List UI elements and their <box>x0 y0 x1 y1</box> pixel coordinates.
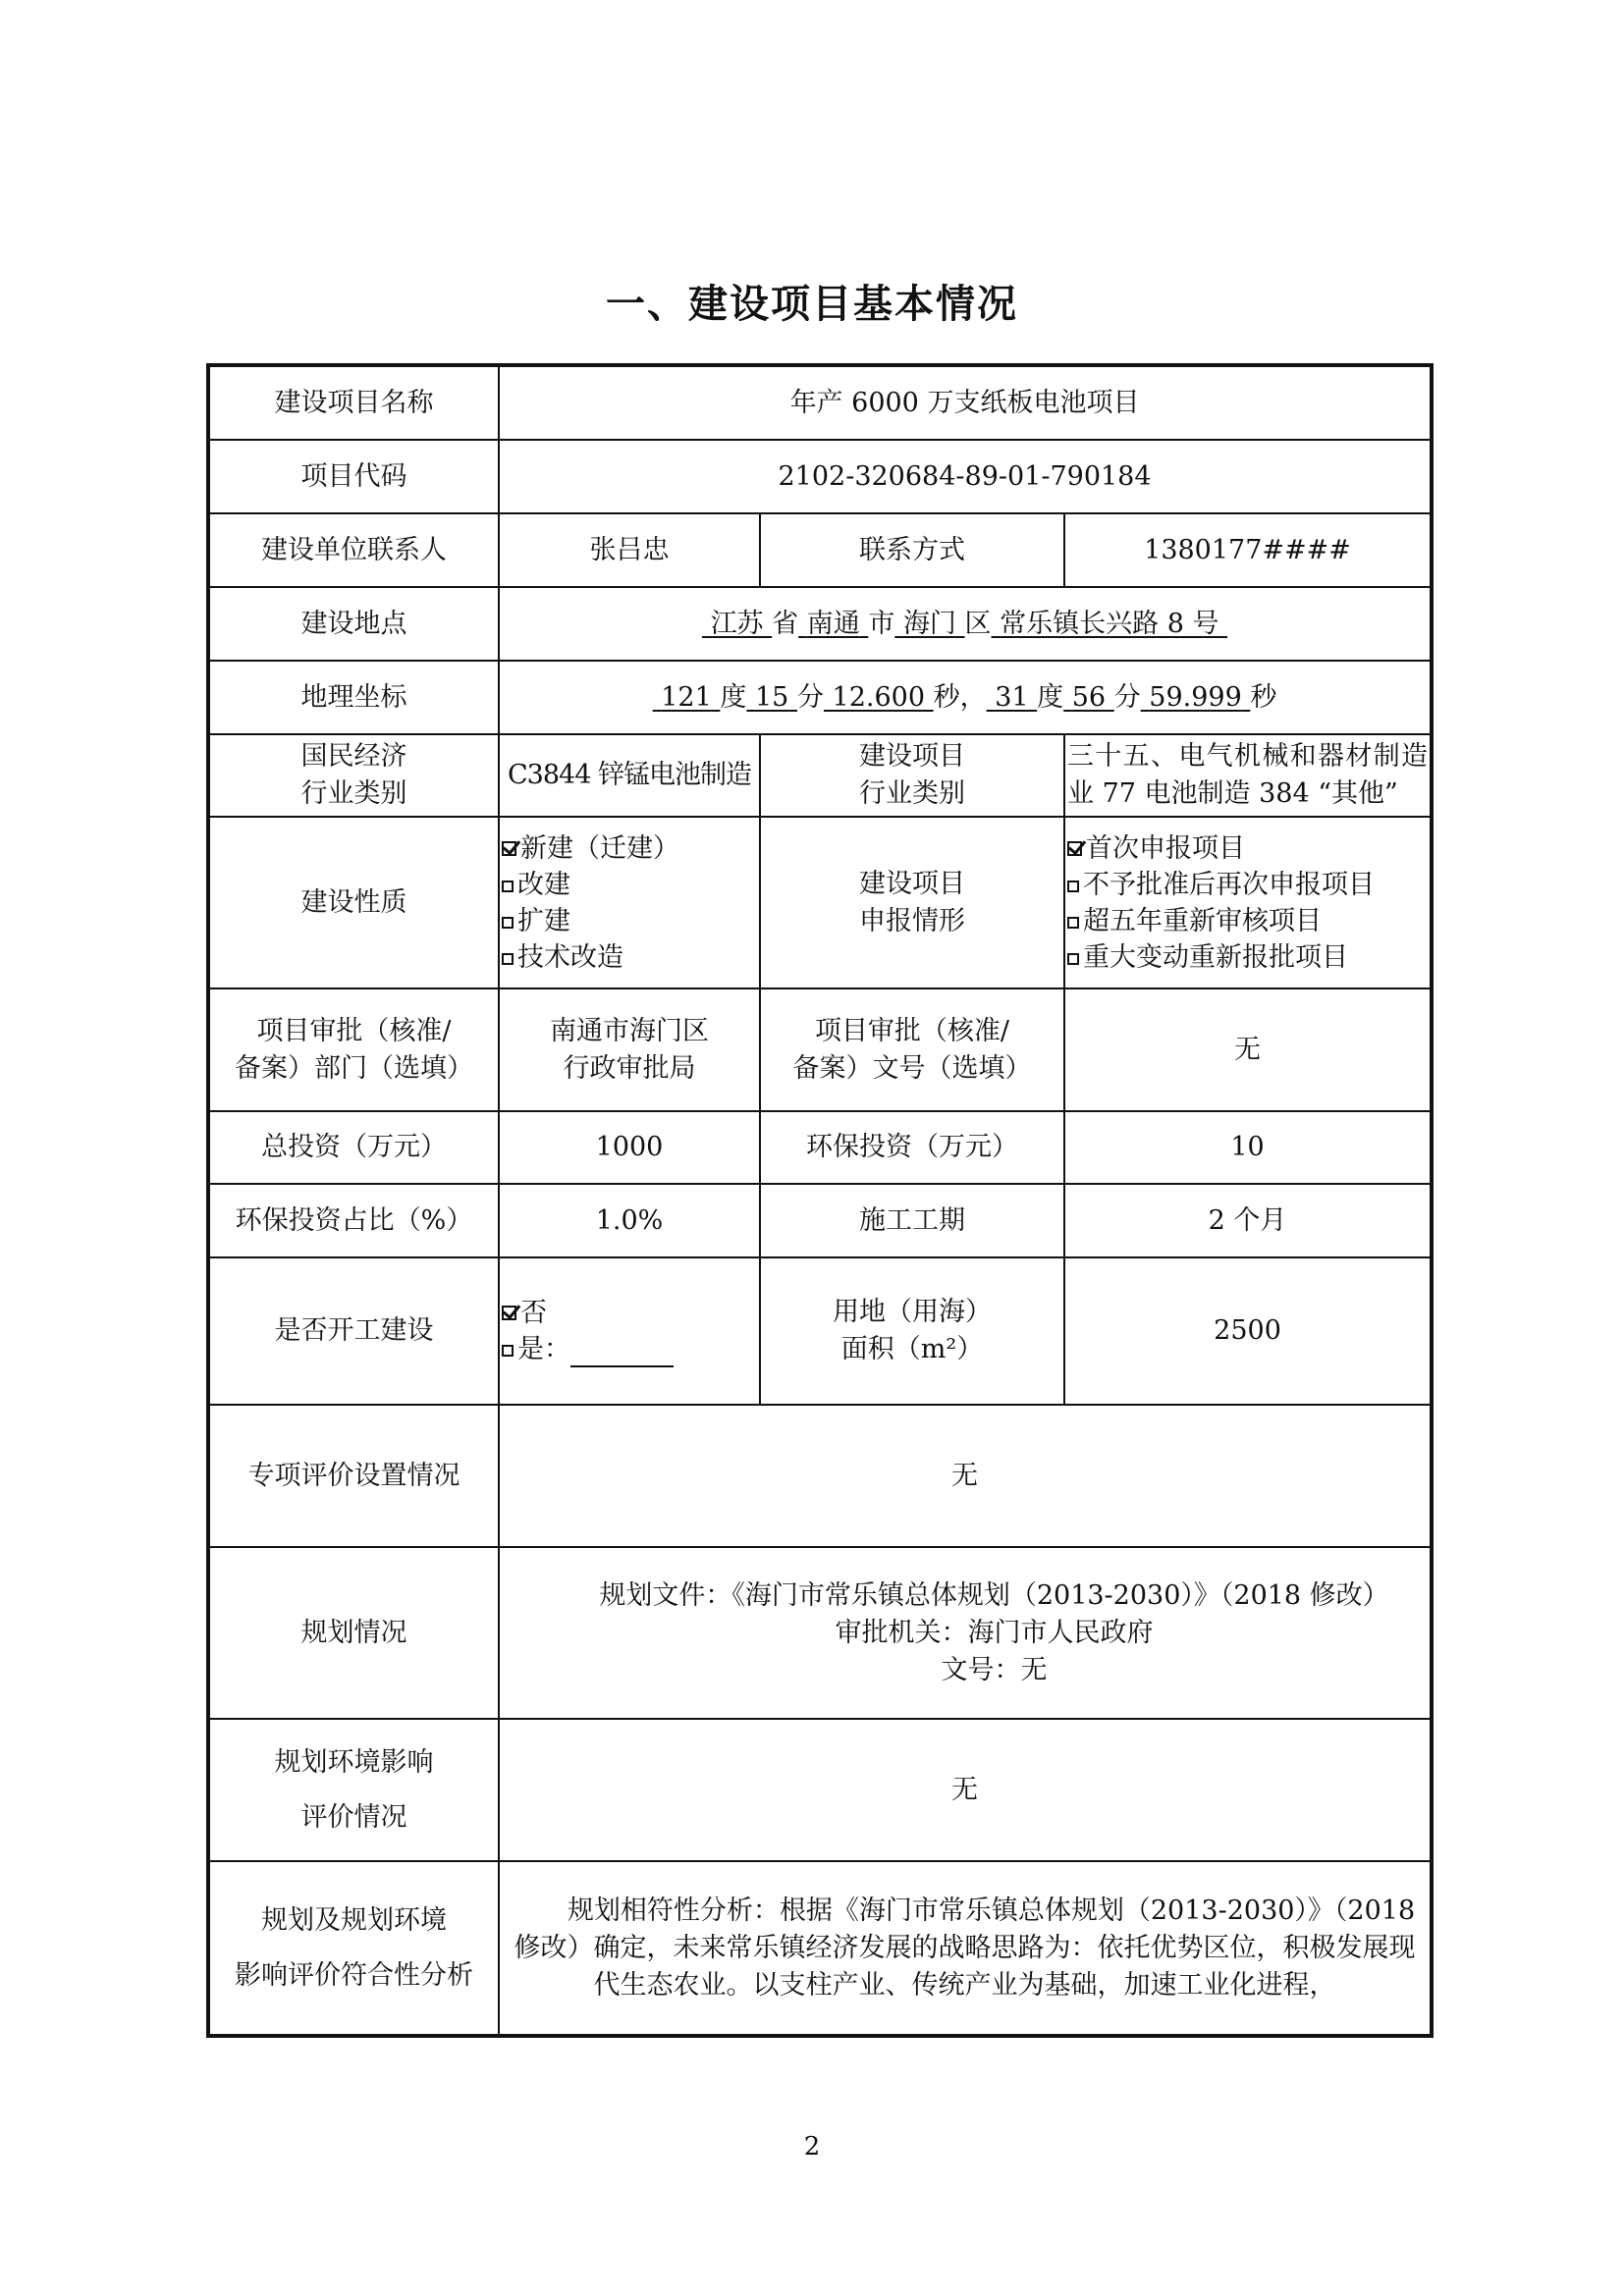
investment-label: 总投资（万元） <box>208 1111 499 1184</box>
page-number: 2 <box>803 2132 821 2162</box>
declaration-label: 建设项目 申报情形 <box>760 817 1064 988</box>
planning-label: 规划情况 <box>208 1547 499 1719</box>
planning-value <box>499 1547 1432 1719</box>
conformity-label: 规划及规划环境 影响评价符合性分析 <box>208 1861 499 2036</box>
nature-options <box>499 817 760 988</box>
row-industry <box>208 734 1432 817</box>
declaration-option-five-year: 超五年重新审核项目 <box>1067 903 1428 939</box>
row-planning <box>208 1547 1432 1719</box>
ratio-value: 1.0% <box>499 1184 760 1257</box>
row-planning-eia <box>208 1719 1432 1861</box>
construction-period-value: 2 个月 <box>1064 1184 1432 1257</box>
approval-dept-value: 南通市海门区 行政审批局 <box>499 988 760 1111</box>
started-options <box>499 1257 760 1405</box>
planning-eia-label: 规划环境影响 评价情况 <box>208 1719 499 1861</box>
planning-authority: 审批机关：海门市人民政府 <box>835 1617 1154 1648</box>
row-conformity <box>208 1861 1432 2036</box>
nature-option-rebuild: 改建 <box>502 867 757 903</box>
env-investment-label: 环保投资（万元） <box>760 1111 1064 1184</box>
construction-period-label: 施工工期 <box>760 1184 1064 1257</box>
project-name-value: 年产 6000 万支纸板电池项目 <box>499 365 1432 440</box>
planning-doc-number: 文号：无 <box>941 1654 1048 1685</box>
page-title: 一、建设项目基本情况 <box>606 282 1018 327</box>
declaration-option-first: 首次申报项目 <box>1067 830 1428 867</box>
row-project-name <box>208 365 1432 440</box>
conformity-value: 规划相符性分析：根据《海门市常乐镇总体规划（2013-2030）》（2018 修改）确定，未来常乐镇经济发展的战略思路为：依托优势区位，积极发展现代生态农业。以支柱产业、传统产业为基础，加速工业化进程， <box>499 1861 1432 2036</box>
checked-box-icon <box>1067 841 1082 856</box>
nature-option-expand: 扩建 <box>502 903 757 939</box>
empty-box-icon <box>1067 953 1079 965</box>
land-area-value: 2500 <box>1064 1257 1432 1405</box>
env-investment-value: 10 <box>1064 1111 1432 1184</box>
project-name-label: 建设项目名称 <box>208 365 499 440</box>
blank-line <box>570 1340 674 1367</box>
location-value: 江苏 省 南通 市 海门 区 常乐镇长兴路 8 号 <box>499 587 1432 661</box>
started-label: 是否开工建设 <box>208 1257 499 1405</box>
started-option-no: 否 <box>502 1295 757 1331</box>
special-eval-label: 专项评价设置情况 <box>208 1405 499 1547</box>
declaration-option-major-change: 重大变动重新报批项目 <box>1067 939 1428 976</box>
empty-box-icon <box>502 953 514 965</box>
row-coordinates <box>208 661 1432 734</box>
approval-doc-label: 项目审批（核准/ 备案）文号（选填） <box>760 988 1064 1111</box>
row-project-code <box>208 440 1432 513</box>
empty-box-icon <box>502 881 514 892</box>
planning-document: 规划文件：《海门市常乐镇总体规划（2013-2030）》（2018 修改） <box>599 1579 1389 1611</box>
project-code-label: 项目代码 <box>208 440 499 513</box>
contact-value: 张吕忠 <box>499 513 760 587</box>
location-label: 建设地点 <box>208 587 499 661</box>
nature-option-tech: 技术改造 <box>502 939 757 976</box>
approval-dept-label: 项目审批（核准/ 备案）部门（选填） <box>208 988 499 1111</box>
empty-box-icon <box>502 1345 514 1357</box>
empty-box-icon <box>1067 917 1079 929</box>
nature-option-new: 新建（迁建） <box>502 830 757 867</box>
project-industry-label: 建设项目 行业类别 <box>760 734 1064 817</box>
approval-doc-value: 无 <box>1064 988 1432 1111</box>
empty-box-icon <box>502 917 514 929</box>
project-code-value: 2102-320684-89-01-790184 <box>499 440 1432 513</box>
started-option-yes: 是： <box>502 1331 757 1367</box>
contact-label: 建设单位联系人 <box>208 513 499 587</box>
declaration-options <box>1064 817 1432 988</box>
row-ratio <box>208 1184 1432 1257</box>
ratio-label: 环保投资占比（%） <box>208 1184 499 1257</box>
row-investment <box>208 1111 1432 1184</box>
land-area-label: 用地（用海） 面积（m²） <box>760 1257 1064 1405</box>
row-special-eval <box>208 1405 1432 1547</box>
row-approval <box>208 988 1432 1111</box>
checked-box-icon <box>502 1306 516 1320</box>
contact-method-label: 联系方式 <box>760 513 1064 587</box>
row-location <box>208 587 1432 661</box>
planning-eia-value: 无 <box>499 1719 1432 1861</box>
row-contact <box>208 513 1432 587</box>
contact-method-value: 1380177#### <box>1064 513 1432 587</box>
empty-box-icon <box>1067 881 1079 892</box>
row-started <box>208 1257 1432 1405</box>
investment-value: 1000 <box>499 1111 760 1184</box>
project-info-table <box>206 363 1434 2038</box>
declaration-option-resubmit: 不予批准后再次申报项目 <box>1067 867 1428 903</box>
industry-value: C3844 锌锰电池制造 <box>499 734 760 817</box>
industry-label: 国民经济 行业类别 <box>208 734 499 817</box>
project-industry-value: 三十五、电气机械和器材制造业 77 电池制造 384 “其他” <box>1064 734 1432 817</box>
coordinates-label: 地理坐标 <box>208 661 499 734</box>
checked-box-icon <box>502 841 516 856</box>
special-eval-value: 无 <box>499 1405 1432 1547</box>
coordinates-value: 121 度 15 分 12.600 秒， 31 度 56 分 59.999 秒 <box>499 661 1432 734</box>
row-nature <box>208 817 1432 988</box>
nature-label: 建设性质 <box>208 817 499 988</box>
